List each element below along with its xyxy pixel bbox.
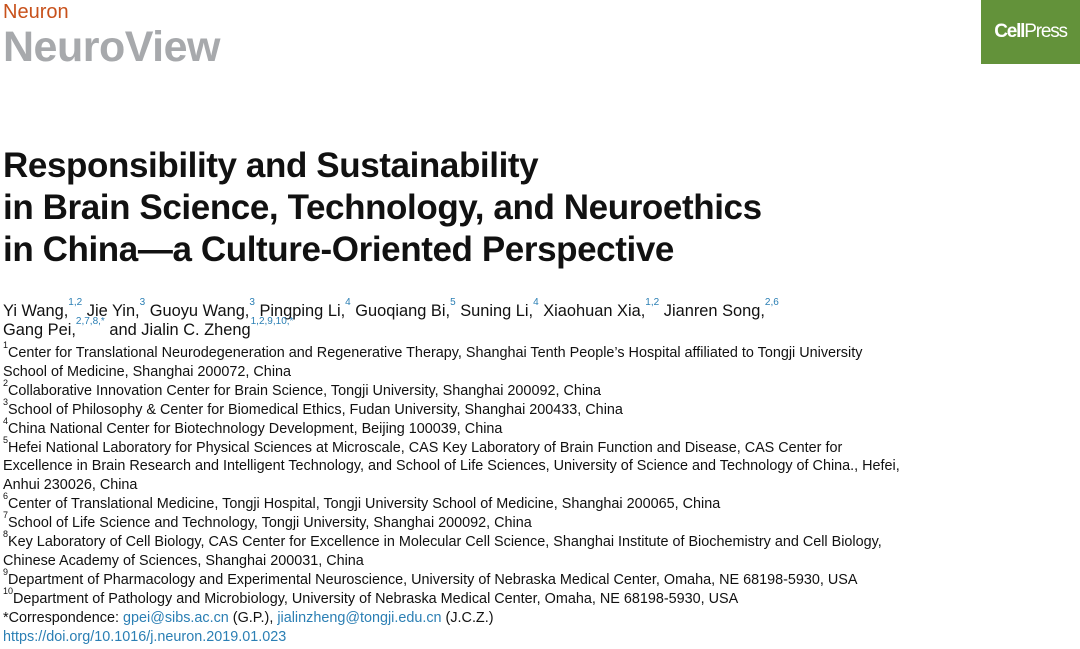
author-name: and Jialin C. Zheng — [109, 321, 251, 339]
affiliation-number: 5 — [3, 434, 9, 445]
affiliation-text: Excellence in Brain Research and Intelligent Technology, and School of Life Sciences, University of Science and Technology of China., Hefei, — [3, 458, 900, 475]
author-affiliation-marker[interactable]: 4 — [533, 297, 539, 308]
author-affiliation-marker[interactable]: 1,2 — [68, 297, 83, 308]
author-name: Yi Wang, — [3, 302, 69, 320]
affiliation-line — [3, 434, 1003, 458]
affiliation-number: 7 — [3, 510, 9, 521]
email-link-gpei[interactable]: gpei@sibs.ac.cn — [123, 609, 229, 626]
author-affiliation-marker[interactable]: 4 — [345, 297, 351, 308]
doi-link[interactable]: https://doi.org/10.1016/j.neuron.2019.01.023 — [3, 628, 287, 645]
author-affiliation-marker[interactable]: 3 — [249, 297, 255, 308]
affiliation-line — [3, 415, 1003, 439]
affiliation-number: 1 — [3, 340, 9, 350]
author-name: Jianren Song, — [663, 302, 765, 320]
affiliation-line — [3, 377, 1003, 401]
title-line: in Brain Science, Technology, and Neuroethics — [3, 188, 762, 227]
affiliation-line — [3, 396, 1003, 420]
section-name: NeuroView — [3, 23, 220, 71]
title-line: Responsibility and Sustainability — [3, 146, 539, 185]
affiliation-text: Center for Translational Neurodegeneration and Regenerative Therapy, Shanghai Tenth People’s Hospital affiliated to Tongji University — [8, 345, 863, 361]
affiliation-line — [3, 566, 1003, 590]
affiliation-text: Department of Pharmacology and Experimental Neuroscience, University of Nebraska Medical Center, Omaha, NE 68198-5930, USA — [8, 571, 858, 588]
affiliation-line — [3, 529, 1003, 552]
affiliation-text: Department of Pathology and Microbiology, University of Nebraska Medical Center, Omaha, NE 68198-5930, USA — [13, 590, 739, 607]
author-affiliation-marker[interactable]: 1,2 — [645, 297, 660, 308]
affiliation-line — [3, 457, 1003, 476]
author-name: Xiaohuan Xia, — [543, 302, 646, 320]
author-affiliation-marker[interactable]: 2,7,8,* — [75, 316, 105, 327]
email-link-jialinzheng[interactable]: jialinzheng@tongji.edu.cn — [277, 609, 442, 626]
affiliation-text: Chinese Academy of Sciences, Shanghai 200031, China — [3, 552, 364, 569]
author-affiliation-marker[interactable]: 2,6 — [764, 297, 779, 308]
affiliation-line — [3, 491, 1003, 514]
affiliation-number: 6 — [3, 491, 9, 502]
author-name: Guoqiang Bi, — [355, 302, 451, 320]
author-affiliation-marker[interactable]: 5 — [450, 297, 456, 308]
affiliation-line — [3, 585, 1003, 609]
affiliation-number: 3 — [3, 396, 9, 407]
affiliation-text: School of Life Science and Technology, Tongji University, Shanghai 200092, China — [8, 515, 532, 532]
correspondence-line — [3, 609, 1003, 628]
author-name: Pingping Li, — [259, 302, 346, 320]
affiliation-text: Hefei National Laboratory for Physical Sciences at Microscale, CAS Key Laboratory of Brain Function and Disease, CAS Center for — [8, 439, 843, 456]
journal-name: Neuron — [3, 1, 69, 23]
affiliation-number: 9 — [3, 566, 9, 577]
affiliation-number: 4 — [3, 415, 9, 426]
affiliation-number: 2 — [3, 377, 9, 388]
author-name: Jie Yin, — [86, 302, 140, 320]
author-name: Gang Pei, — [3, 321, 76, 339]
affiliation-text: Center of Translational Medicine, Tongji Hospital, Tongji University School of Medicine, Shanghai 200065, China — [8, 496, 721, 513]
affiliation-text: School of Philosophy & Center for Biomedical Ethics, Fudan University, Shanghai 200433, China — [8, 401, 623, 418]
author-line — [3, 316, 1003, 340]
affiliation-line — [3, 340, 1003, 363]
affiliation-line — [3, 363, 1003, 382]
affiliation-text: Anhui 230026, China — [3, 477, 138, 494]
author-name: Guoyu Wang, — [149, 302, 250, 320]
affiliation-text: Collaborative Innovation Center for Brain Science, Tongji University, Shanghai 200092, China — [8, 382, 602, 399]
author-affiliation-marker[interactable]: 1,2,9,10,* — [250, 316, 294, 327]
title-line: in China—a Culture-Oriented Perspective — [3, 230, 674, 269]
affiliation-text: Key Laboratory of Cell Biology, CAS Center for Excellence in Molecular Cell Science, Shanghai Institute of Biochemistry and Cell Biology, — [8, 534, 882, 551]
affiliation-text: School of Medicine, Shanghai 200072, China — [3, 363, 292, 380]
correspondence-initials: (G.P.), — [228, 609, 278, 626]
author-line — [3, 297, 1003, 321]
logo-text-cell: Cell — [994, 21, 1025, 42]
affiliation-text: China National Center for Biotechnology Development, Beijing 100039, China — [8, 420, 503, 437]
author-name: Suning Li, — [460, 302, 534, 320]
affiliation-number: 10 — [3, 585, 14, 596]
logo-text-press: Press — [1024, 21, 1067, 42]
affiliation-line — [3, 510, 1003, 533]
affiliations — [3, 340, 1003, 647]
correspondence-label: *Correspondence: — [3, 609, 123, 626]
affiliation-line — [3, 476, 1003, 495]
affiliation-number: 8 — [3, 529, 9, 540]
author-affiliation-marker[interactable]: 3 — [139, 297, 146, 308]
author-list — [3, 297, 1003, 340]
correspondence-initials: (J.C.Z.) — [441, 609, 494, 626]
affiliation-line — [3, 552, 1003, 571]
article-title — [3, 145, 1003, 271]
cellpress-logo — [981, 0, 1080, 64]
